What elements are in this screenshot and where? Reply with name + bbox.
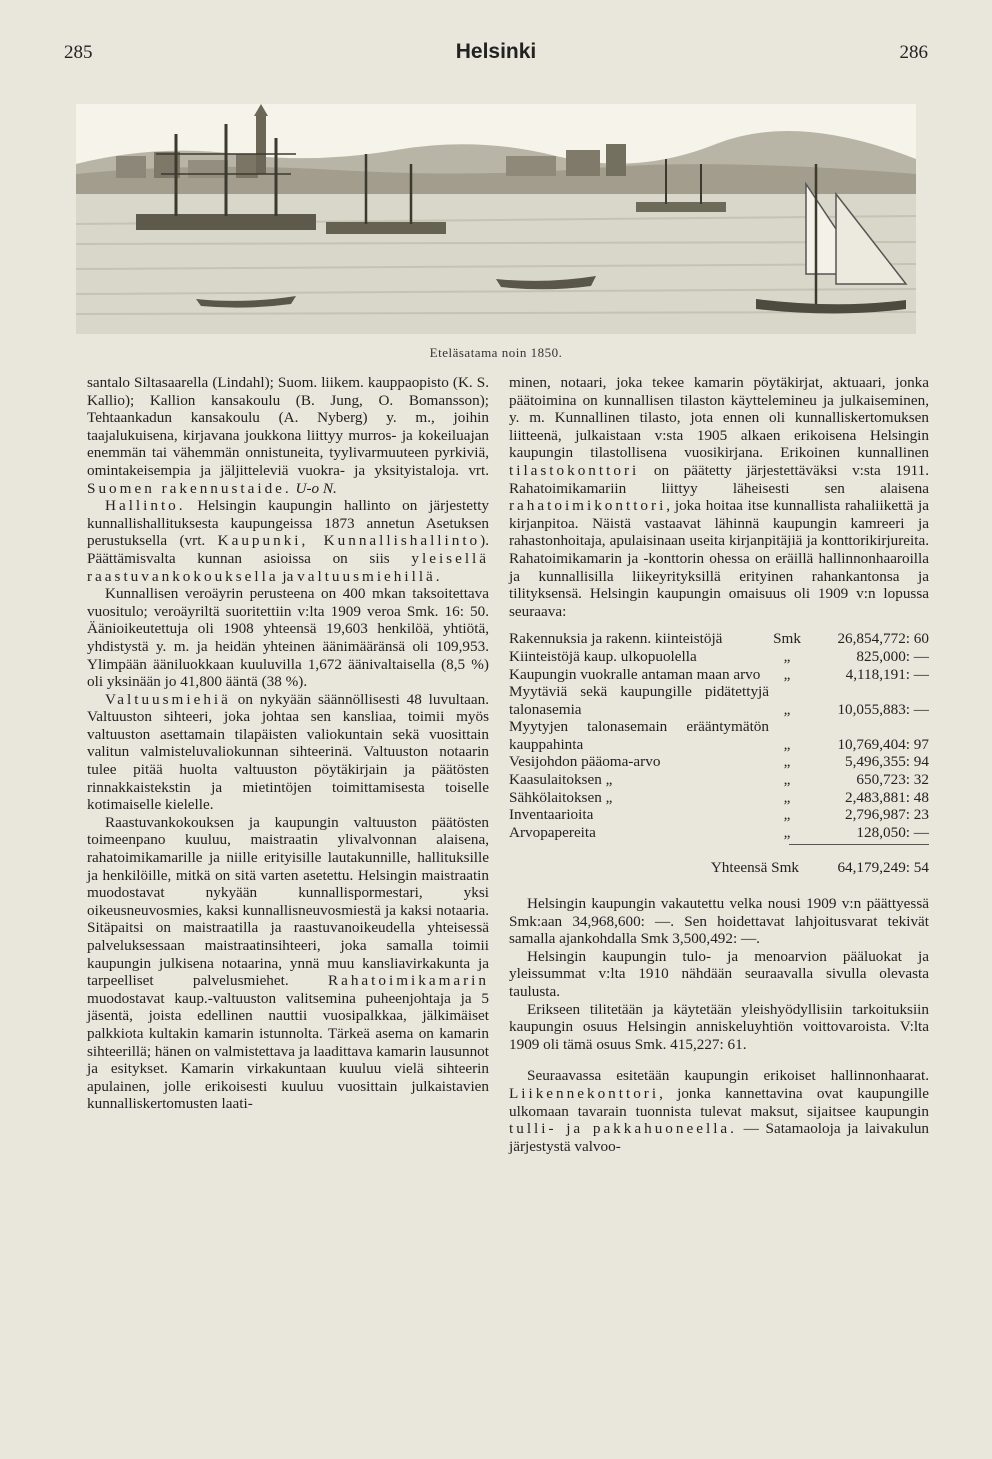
table-row [509, 753, 929, 771]
table-row [509, 666, 929, 684]
total-label: Yhteensä Smk [710, 859, 799, 877]
table-row [509, 683, 929, 718]
row-unit: „ [783, 665, 791, 683]
paragraph-council: Valtuusmiehiä on nykyään säännöllisesti 48 luvultaan. Valtuuston sihteeri, joka johtaa sen kansliaa, toimii myös valtuuston asettamain tilapäisten valiokuntain sekä vuosittain valitun valmisteluvaliokunnan sihteerinä. Valtuuston notaarin tulee pitää huolta valtuuston pöytäkirjain ja päätösten rinnakkaistekstin ja mietintöjen toimittamisesta toiselle kotimaiselle kielelle. [87, 690, 489, 814]
row-label: Kaasulaitoksen „ [509, 771, 613, 789]
running-title: Helsinki [455, 40, 537, 63]
paragraph-debt: Helsingin kaupungin vakautettu velka nousi 1909 v:n päättyessä Smk:aan 34,968,600: —. Sen hoidettavat lahjoitusvarat tekivät samalla ajankohdalla Smk 3,500,492: —. [509, 895, 929, 948]
paragraph-magistrate: Raastuvankokouksen ja kaupungin valtuuston päätösten toimeenpano kuuluu, maistraatin ylivalvonnan alaisena, rahatoimikamarille ja niille erityisille lautakunnille, hallituksille ja henkilöille, mitkä on sitä varten asetettu. Helsingin maistraatin muodostavat nykyään kunnallispormestari, yksi oikeusneuvosmies, kaksi kunnallisneuvosmiestä ja kaksi notaaria. Sitäpaitsi on maistraatilla ja raastuvanoikeudella yhteisessä palveluksessaan maistraatinsihteeri, joka samalla toimii kaupungin julkisena notaarina, ynnä muu kansliavirkakunta ja tarpeelliset palvelusmiehet. Rahatoimikamarin muodostavat kaup.-valtuuston valitsemina puheenjohtaja ja 5 jäsentä, joista edellinen nauttii vuosipalkkaa, jälkimäiset palkkiota kultakin kamarin istunnolta. Tärkeä asema on kamarin sihteerillä; hänen on valmistettava ja laadittava kamarin lausunnot ja esitykset. Kamarin virkakuntaan kuuluu vielä sihteerin apulainen, jolle erikoisesti kuuluu vuosittain julkaistavien kunnalliskertomusten laati- [87, 813, 489, 1113]
row-amount: 10,769,404: 97 [837, 735, 929, 753]
row-amount: 825,000: — [856, 647, 929, 665]
table-row [509, 630, 929, 648]
table-row [509, 824, 929, 842]
row-unit: Smk [773, 630, 801, 648]
row-unit: „ [783, 735, 791, 753]
right-column [509, 374, 929, 1155]
row-amount: 650,723: 32 [856, 771, 929, 789]
table-row [509, 718, 929, 753]
row-label: Vesijohdon pääoma-arvo [509, 753, 661, 771]
table-row [509, 789, 929, 807]
row-amount: 128,050: — [856, 823, 929, 841]
paragraph-architecture: santalo Siltasaarella (Lindahl); Suom. liikem. kauppaopisto (K. S. Kallio); Kallion kansakoulu (B. Jung, O. Bomansson); Tehtaankadun kansakoulu (A. Nyberg) y. m., joihin taajalukuisena, kirjavana joukkona liittyy murros- ja kokeiluajan enemmän tai vähemmän onnistuneita, tyylivarmuuteen pyrkiviä, omintakeisempia ja jäljitteleviä vuokra- ja yksityistaloja. vrt. Suomen rakennustaide. U-o N. [87, 374, 489, 497]
paragraph-administration: Hallinto. Helsingin kaupungin hallinto on järjestetty kunnallishallituksesta kaupungeissa 1873 annetun Asetuksen perustuksella (vrt. Kaupunki, Kunnallishallinto). Päättämisvalta kunnan asioissa on siis yleisellä raastuvankokouksella ja valtuusmiehillä. [87, 497, 490, 585]
paragraph-budget: Helsingin kaupungin tulo- ja menoarvion pääluokat ja yleissummat v:lta 1910 nähdään seuraavalla sivulla olevasta taulusta. [509, 947, 929, 1000]
table-row [509, 648, 929, 666]
property-table [509, 630, 929, 877]
harbour-engraving [76, 104, 916, 334]
total-row [509, 845, 929, 877]
row-label: Myytyjen talonasemain erääntymätön kauppahinta [509, 718, 769, 753]
row-label: Arvopapereita [509, 823, 596, 841]
paragraph-liquor-share: Erikseen tilitetään ja käytetään yleishyödyllisiin tarkoituksiin kaupungin osuus Helsingin anniskeluyhtiön voittovaroista. V:lta 1909 oli tämä osuus Smk. 415,227: 61. [509, 1000, 929, 1053]
row-unit: „ [783, 771, 791, 789]
row-label: Inventaarioita [509, 806, 594, 824]
harbour-engraving-drawing [76, 104, 916, 334]
row-unit: „ [783, 647, 791, 665]
row-amount: 4,118,191: — [845, 665, 929, 683]
total-amount: 64,179,249: 54 [837, 859, 929, 877]
table-row [509, 806, 929, 824]
table-row [509, 771, 929, 789]
row-unit: „ [783, 753, 791, 771]
page-header [64, 42, 928, 70]
paragraph-branches: Seuraavassa esitetään kaupungin erikoiset hallinnonhaarat. Liikennekonttori, jonka kannettavina ovat kaupungille ulkomaan tavarain tuonnista tulevat maksut, sijaitsee kaupungin tulli- ja pakkahuoneella. — Satamaoloja ja laivakulun järjestystä valvoo- [509, 1067, 930, 1155]
page-number-right: 286 [899, 42, 928, 63]
row-label: Rakennuksia ja rakenn. kiinteistöjä [509, 630, 723, 648]
row-label: Kaupungin vuokralle antaman maan arvo [509, 665, 761, 683]
row-unit: „ [783, 823, 791, 841]
left-column [87, 374, 489, 1113]
row-amount: 2,796,987: 23 [845, 806, 929, 824]
figure-caption: Eteläsatama noin 1850. [429, 345, 563, 360]
paragraph-treasury: minen, notaari, joka tekee kamarin pöytäkirjat, aktuaari, jonka päätoimina on kunnallisen tilaston käyttelemineu ja julkaiseminen, y. m. Kunnallinen tilasto, jota ennen oli kunnalliskertomuksen liitteenä, julkaistaan v:sta 1905 alkaen erikoisena Helsingin kaupungin tilastollisena vuosikirjana. Erikoinen kunnallinen tilastokonttori on päätetty järjestettäväksi v:sta 1911. Rahatoimikamariin liittyy läheisesti sen alaisena rahatoimikonttori, joka hoitaa itse kunnallista rahaliikettä ja kirjanpitoa. Näistä vastaavat lähinnä kaupungin kamreeri ja rahastonhoitaja, apulaisinaan useita kirjanpitäjiä ja konttorikirjureita. Rahatoimikamarin ja -konttorin ohessa on eräillä hallinnonhaaroilla ja kunnallisilla liikeyrityksillä erityinen rahankantonsa ja tilityksensä. Helsingin kaupungin omaisuus oli 1909 v:n lopussa seuraava: [509, 374, 930, 620]
row-amount: 2,483,881: 48 [845, 788, 929, 806]
row-label: Kiinteistöjä kaup. ulkopuolella [509, 647, 697, 665]
row-amount: 5,496,355: 94 [845, 753, 929, 771]
page-number-left: 285 [64, 42, 93, 63]
row-label: Sähkölaitoksen „ [509, 788, 613, 806]
row-unit: „ [783, 788, 791, 806]
row-amount: 10,055,883: — [837, 700, 929, 718]
row-unit: „ [783, 806, 791, 824]
paragraph-tax-voters: Kunnallisen veroäyrin perusteena on 400 mkan taksoitettava vuositulo; veroäyriltä suoritettiin v:lta 1909 veroa Smk. 16: 50. Äänioikeutettuja oli 1908 yhteensä 19,603 henkilöä, yhtiötä, yhdistystä y. m. ja heidän yhteinen äänimääränsä oli 109,953. Ylimpään ääniluokkaan kuuluvilla 1,672 äänivaltaisella (8,5 %) oli yksinään jo 41,800 ääntä (38 %). [87, 585, 489, 691]
row-label: Myytäviä sekä kaupungille pidätettyjä talonasemia [509, 683, 769, 718]
row-unit: „ [783, 700, 791, 718]
row-amount: 26,854,772: 60 [837, 630, 929, 648]
